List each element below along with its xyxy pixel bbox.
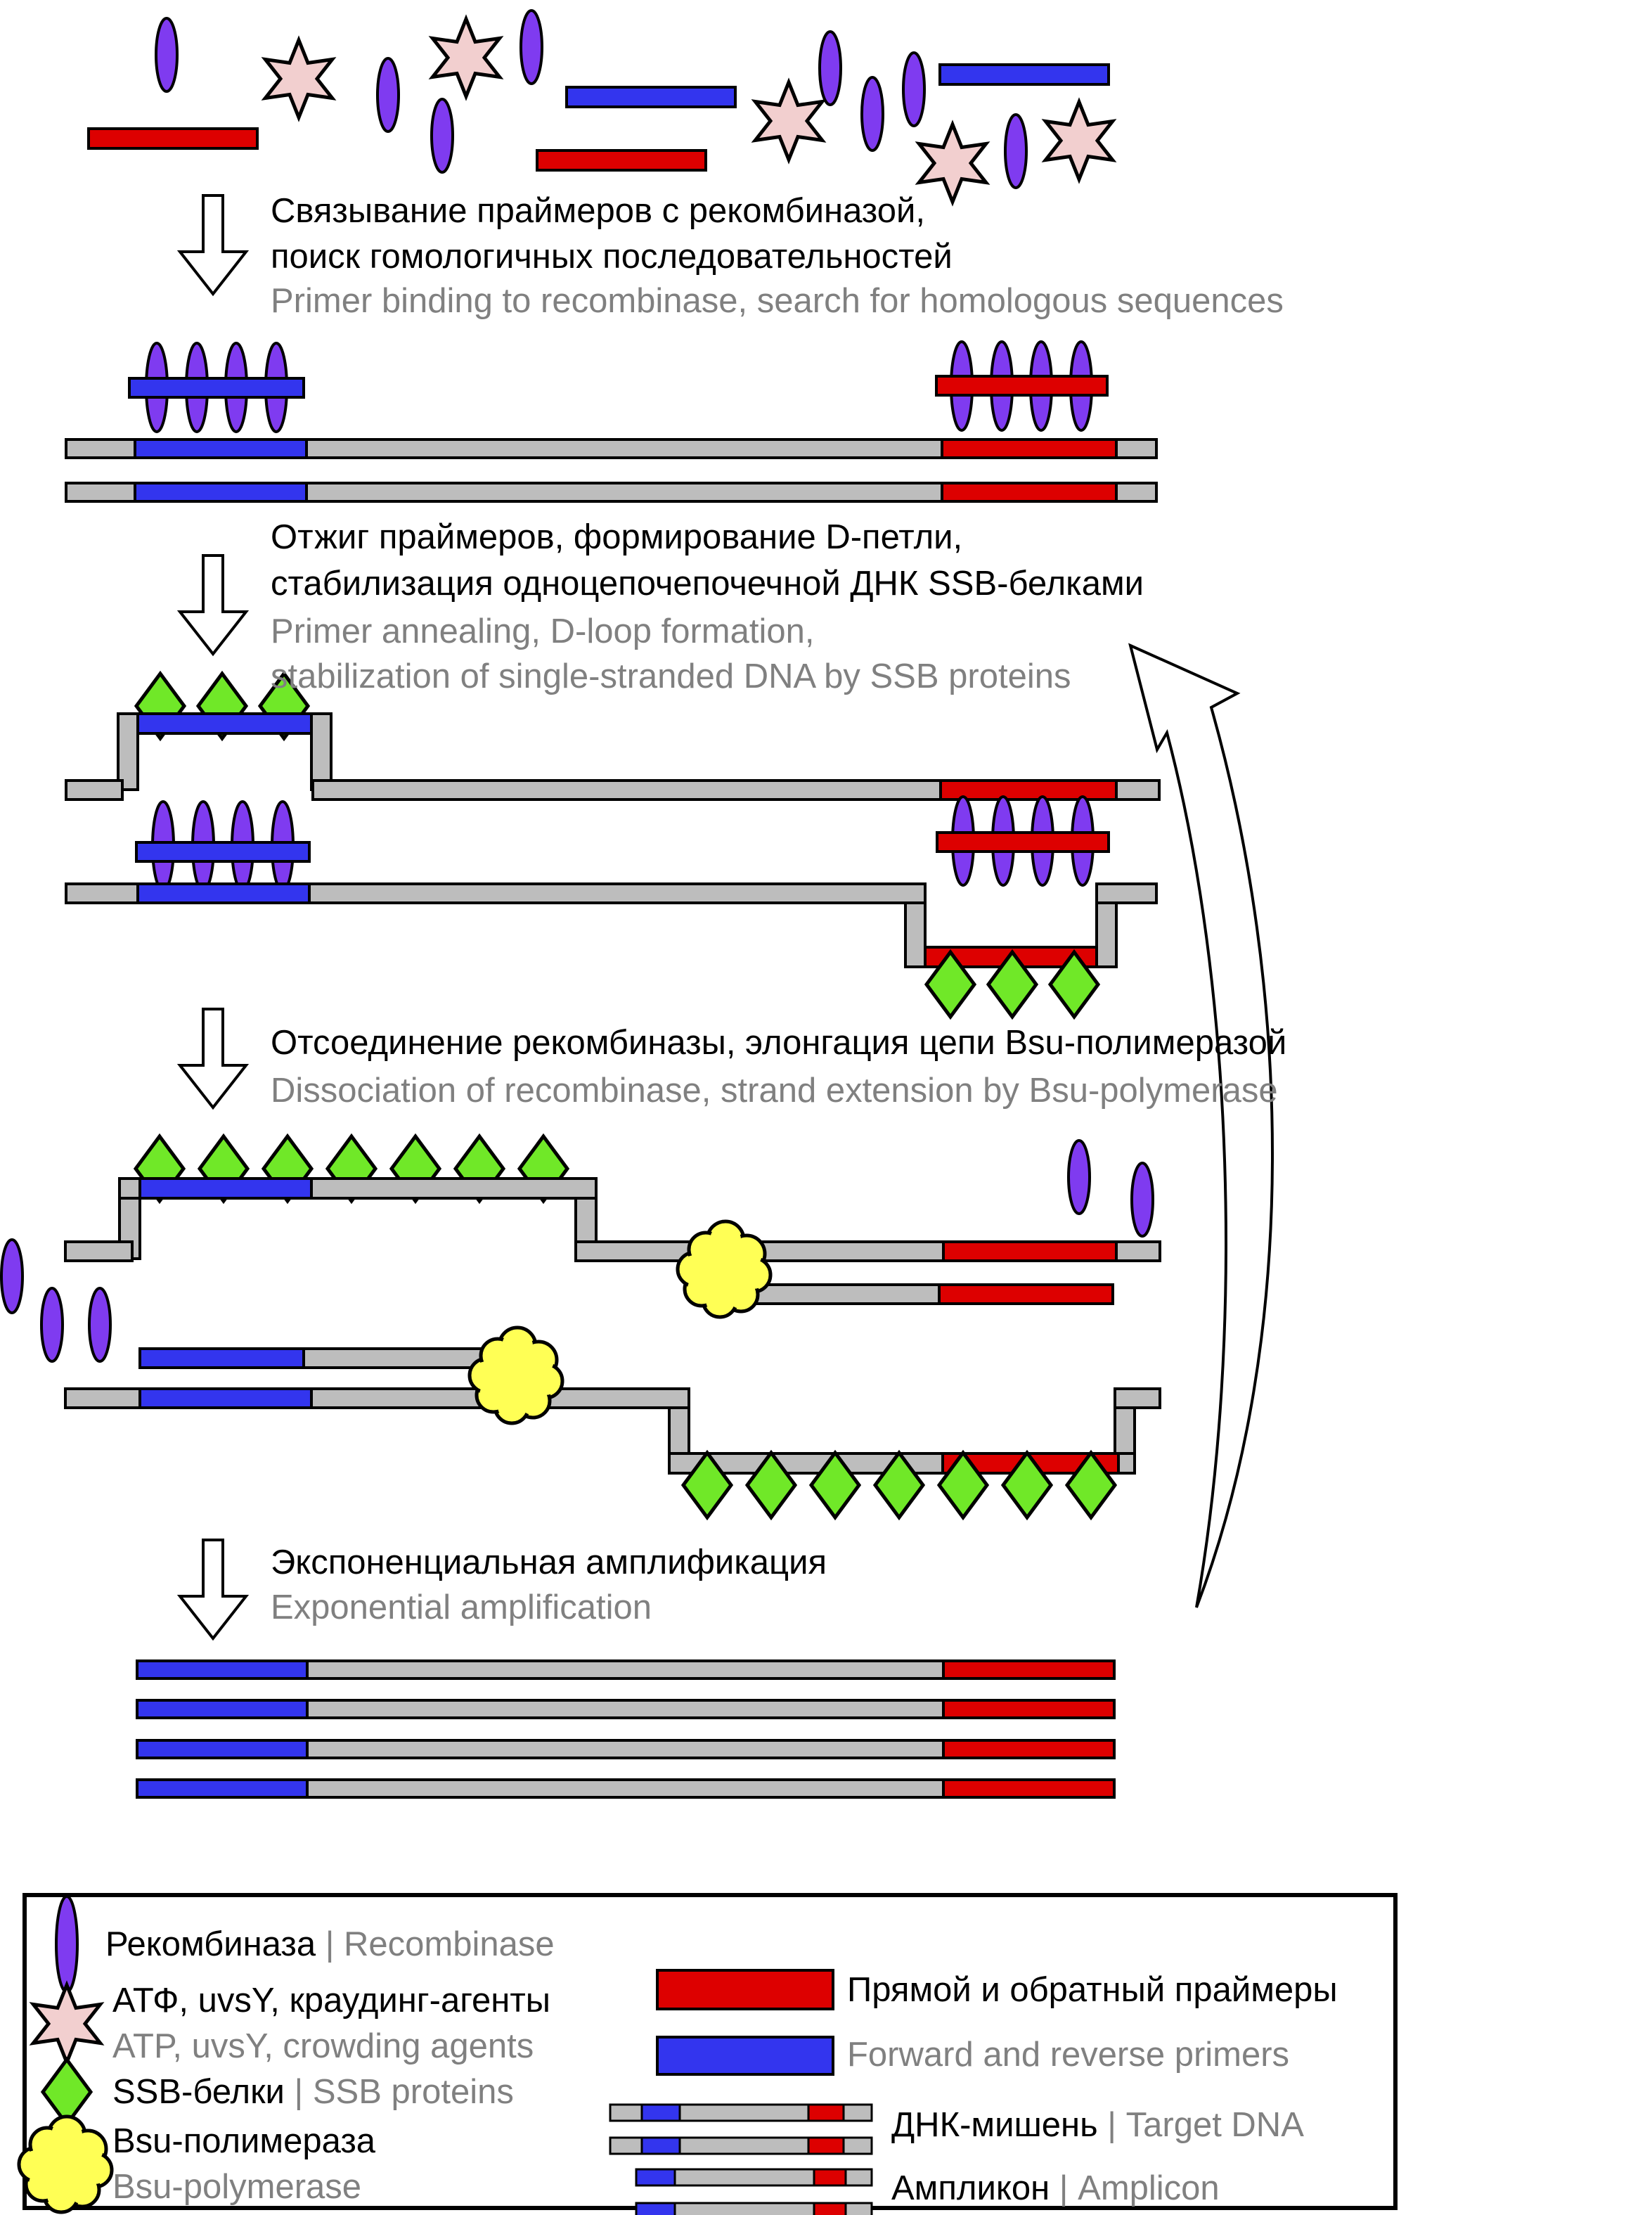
amplicon-bar bbox=[137, 1740, 1114, 1758]
extension-section bbox=[1, 1136, 1160, 1517]
loop-riser bbox=[118, 714, 138, 790]
bsu-polymerase-icon bbox=[678, 1221, 770, 1317]
legend-bsu-label-ru: Bsu-полимераза bbox=[112, 2122, 376, 2160]
step4-down-arrow-icon bbox=[180, 1540, 246, 1638]
legend-bsu-label-en: Bsu-polymerase bbox=[112, 2168, 362, 2206]
ssb-diamond-icon bbox=[927, 952, 1098, 1017]
step2-caption-en: stabilization of single-stranded DNA by SSB proteins bbox=[271, 657, 1071, 695]
reverse-primer bbox=[940, 65, 1109, 84]
step1-caption-ru: Связывание праймеров с рекомбиназой, bbox=[271, 192, 925, 230]
legend-amplicon-label: Ампликон | Amplicon bbox=[891, 2169, 1220, 2207]
reverse-primer bbox=[136, 842, 309, 861]
step4-caption-ru: Экспоненциальная амплификация bbox=[271, 1543, 827, 1581]
forward-primer bbox=[936, 376, 1107, 395]
top-strand bbox=[66, 781, 1159, 800]
bottom-strand bbox=[66, 884, 1156, 903]
amplicon-bar bbox=[137, 1780, 1114, 1797]
loop-riser bbox=[311, 714, 331, 790]
step3-down-arrow-icon bbox=[180, 1009, 246, 1108]
reverse-primer bbox=[129, 378, 304, 397]
legend-atp-label-ru: АТФ, uvsY, краудинг-агенты bbox=[112, 1982, 550, 2020]
amplicon-bar bbox=[137, 1700, 1114, 1718]
legend-recombinase-label: Рекомбиназа | Recombinase bbox=[105, 1925, 555, 1963]
new-strand bbox=[140, 1349, 496, 1368]
reverse-primer bbox=[567, 87, 735, 107]
forward-primer bbox=[537, 150, 706, 170]
amplicon-products-section bbox=[137, 1661, 1114, 1797]
annealed-reverse-primer bbox=[138, 714, 311, 733]
legend-primers-label-en: Forward and reverse primers bbox=[847, 2036, 1290, 2074]
bsu-polymerase-icon bbox=[470, 1328, 562, 1423]
legend-primers-label-ru: Прямой и обратный праймеры bbox=[847, 1971, 1338, 2009]
step1-caption-en: Primer binding to recombinase, search for homologous sequences bbox=[271, 282, 1284, 320]
template-strand bbox=[65, 1242, 1160, 1261]
recombinase-icon bbox=[56, 1896, 77, 1992]
loop-riser bbox=[1097, 903, 1116, 967]
step3-caption-ru: Отсоединение рекомбиназы, элонгация цепи Bsu-полимеразой bbox=[271, 1024, 1287, 1062]
filament-binding-section bbox=[66, 342, 1156, 501]
displaced-strand-loop bbox=[120, 1179, 596, 1198]
step1-down-arrow-icon bbox=[180, 195, 246, 294]
legend-ssb-label: SSB-белки | SSB proteins bbox=[112, 2073, 514, 2111]
step4-caption-en: Exponential amplification bbox=[271, 1588, 652, 1626]
target-dna-strand bbox=[66, 483, 1156, 501]
step1-caption-ru: поиск гомологичных последовательностей bbox=[271, 238, 953, 276]
template-strand bbox=[65, 1389, 1160, 1408]
forward-primer bbox=[89, 129, 257, 148]
target-dna-strand bbox=[66, 439, 1156, 458]
d-loop-section bbox=[66, 674, 1159, 1017]
forward-primer-swatch bbox=[657, 1970, 833, 2009]
step2-down-arrow-icon bbox=[180, 556, 246, 654]
forward-primer bbox=[937, 833, 1109, 852]
step2-caption-ru: Отжиг праймеров, формирование D-петли, bbox=[271, 518, 963, 556]
step3-caption-en: Dissociation of recombinase, strand extension by Bsu-polymerase bbox=[271, 1072, 1278, 1110]
step2-caption-en: Primer annealing, D-loop formation, bbox=[271, 612, 815, 650]
reverse-primer-swatch bbox=[657, 2037, 833, 2074]
legend-atp-label-en: ATP, uvsY, crowding agents bbox=[112, 2027, 534, 2065]
step2-caption-ru: стабилизация одноцепочепочечной ДНК SSB-белками bbox=[271, 565, 1144, 603]
legend-target-dna-label: ДНК-мишень | Target DNA bbox=[891, 2106, 1304, 2144]
new-strand bbox=[756, 1285, 1113, 1304]
amplicon-bar bbox=[137, 1661, 1114, 1678]
free-components-scatter bbox=[89, 11, 1113, 202]
